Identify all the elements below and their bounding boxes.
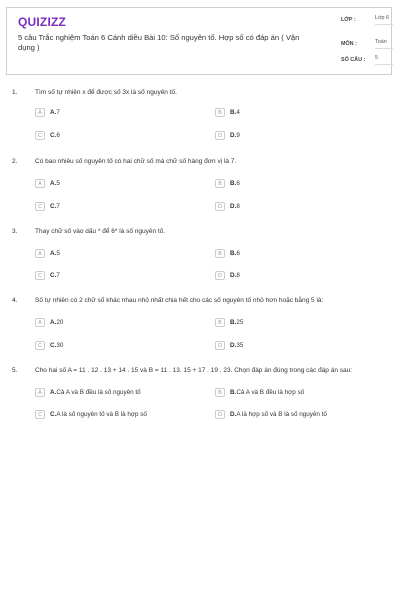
option-a[interactable] — [35, 249, 60, 258]
option-box: B — [215, 108, 225, 117]
question-number: 4. — [12, 297, 18, 304]
option-letter: D. — [230, 411, 237, 418]
option-text: 6 — [236, 180, 240, 187]
option-box: A — [35, 388, 45, 397]
option-box: A — [35, 249, 45, 258]
option-letter: A. — [50, 250, 57, 257]
option-text: 4 — [236, 109, 240, 116]
mon-value: Toán — [375, 39, 393, 49]
question-number: 5. — [12, 367, 18, 374]
option-letter: B. — [230, 250, 237, 257]
option-text: Cả A và B đều là số nguyên tố — [56, 389, 141, 396]
option-a[interactable] — [35, 388, 141, 397]
option-c[interactable] — [35, 410, 147, 419]
option-letter: A. — [50, 180, 57, 187]
option-b[interactable] — [215, 318, 243, 327]
quizizz-logo: QUIZIZZ — [18, 15, 67, 29]
option-c[interactable] — [35, 202, 60, 211]
option-box: A — [35, 108, 45, 117]
option-d[interactable] — [215, 271, 240, 280]
option-box: A — [35, 179, 45, 188]
question-text: Thay chữ số vào dấu * để 6* là số nguyên tố. — [35, 228, 166, 235]
option-a[interactable] — [35, 108, 60, 117]
question-number: 1. — [12, 89, 18, 96]
option-letter: B. — [230, 389, 237, 396]
option-box: C — [35, 341, 45, 350]
mon-label: MÔN : — [341, 41, 357, 47]
option-text: A là số nguyên tố và B là hợp số — [56, 411, 147, 418]
option-letter: B. — [230, 109, 237, 116]
option-text: 30 — [56, 342, 64, 349]
option-letter: A. — [50, 319, 57, 326]
question-number: 3. — [12, 228, 18, 235]
option-d[interactable] — [215, 410, 327, 419]
option-text: 8 — [236, 203, 240, 210]
option-box: B — [215, 249, 225, 258]
option-box: C — [35, 271, 45, 280]
option-letter: B. — [230, 180, 237, 187]
option-letter: C. — [50, 132, 57, 139]
option-text: 7 — [56, 203, 60, 210]
option-box: B — [215, 179, 225, 188]
option-text: Cả A và B đều là hợp số — [236, 389, 305, 396]
option-box: C — [35, 202, 45, 211]
option-text: 35 — [236, 342, 244, 349]
option-letter: C. — [50, 272, 57, 279]
option-b[interactable] — [215, 249, 240, 258]
option-letter: B. — [230, 319, 237, 326]
option-box: D — [215, 341, 225, 350]
option-letter: C. — [50, 342, 57, 349]
option-d[interactable] — [215, 131, 240, 140]
lop-label: LỚP : — [341, 17, 356, 23]
option-text: 5 — [56, 250, 60, 257]
option-box: A — [35, 318, 45, 327]
option-c[interactable] — [35, 271, 60, 280]
option-box: C — [35, 410, 45, 419]
option-text: 6 — [236, 250, 240, 257]
option-b[interactable] — [215, 108, 240, 117]
option-box: D — [215, 131, 225, 140]
option-c[interactable] — [35, 341, 63, 350]
socau-value: 5 — [375, 55, 393, 65]
option-box: D — [215, 271, 225, 280]
option-text: 8 — [236, 272, 240, 279]
option-letter: D. — [230, 132, 237, 139]
option-box: D — [215, 202, 225, 211]
option-a[interactable] — [35, 179, 60, 188]
option-text: 25 — [236, 319, 244, 326]
option-text: 7 — [56, 272, 60, 279]
option-letter: C. — [50, 411, 57, 418]
option-letter: D. — [230, 203, 237, 210]
option-d[interactable] — [215, 341, 243, 350]
question-text: Cho hai số A = 11 . 12 . 13 + 14 . 15 và B = 11 . 13. 15 + 17 . 19 . 23. Chọn đáp án đúng trong các đáp án sau: — [35, 367, 353, 374]
option-b[interactable] — [215, 388, 304, 397]
option-d[interactable] — [215, 202, 240, 211]
option-text: 5 — [56, 180, 60, 187]
option-letter: C. — [50, 203, 57, 210]
option-text: 6 — [56, 132, 60, 139]
worksheet-header — [6, 7, 392, 75]
option-box: D — [215, 410, 225, 419]
option-c[interactable] — [35, 131, 60, 140]
worksheet-title: 5 câu Trắc nghiệm Toán 6 Cánh diều Bài 10: Số nguyên tố. Hợp số có đáp án ( Vận dụng ) — [18, 33, 300, 52]
option-text: 7 — [56, 109, 60, 116]
question-text: Có bao nhiêu số nguyên tố có hai chữ số mà chữ số hàng đơn vị là 7. — [35, 158, 237, 165]
option-letter: D. — [230, 342, 237, 349]
option-box: B — [215, 318, 225, 327]
option-letter: D. — [230, 272, 237, 279]
option-box: C — [35, 131, 45, 140]
socau-label: SỐ CÂU : — [341, 57, 366, 63]
lop-value: Lớp 6 — [375, 15, 393, 25]
question-text: Tìm số tự nhiên x để được số 3x là số nguyên tố. — [35, 89, 177, 96]
option-text: 20 — [56, 319, 64, 326]
option-box: B — [215, 388, 225, 397]
option-b[interactable] — [215, 179, 240, 188]
option-a[interactable] — [35, 318, 63, 327]
option-text: 9 — [236, 132, 240, 139]
question-number: 2. — [12, 158, 18, 165]
question-text: Số tự nhiên có 2 chữ số khác nhau nhỏ nhất chia hết cho các số nguyên tố nhỏ hơn hoặc bằng 5 là: — [35, 297, 324, 304]
option-letter: A. — [50, 109, 57, 116]
option-text: A là hợp số và B là số nguyên tố — [236, 411, 327, 418]
option-letter: A. — [50, 389, 57, 396]
